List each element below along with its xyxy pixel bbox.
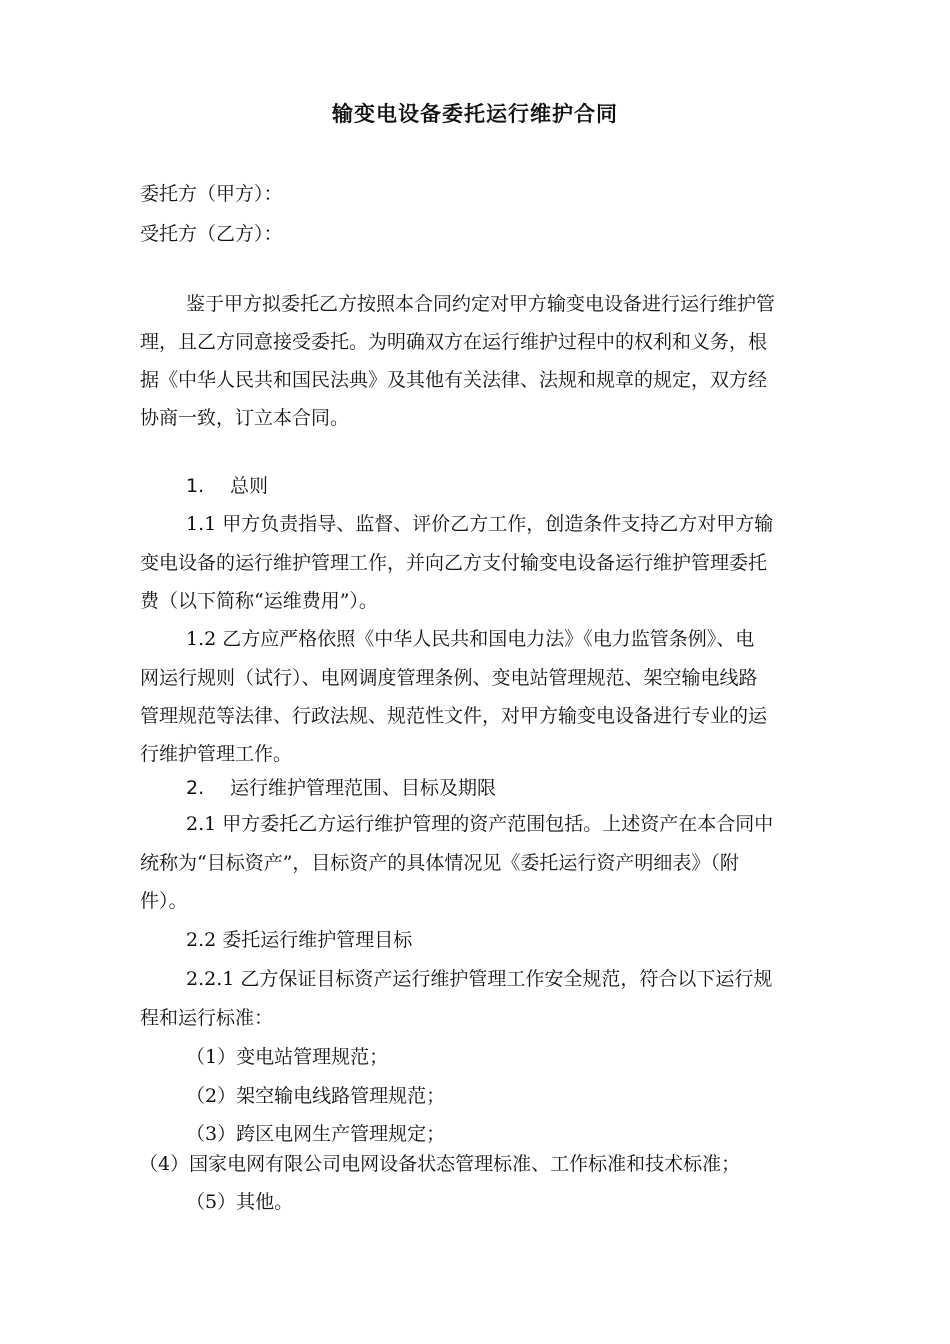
section-number: 1. — [186, 475, 205, 497]
section-title: 总则 — [230, 475, 269, 497]
party-b-label: 受托方（乙方）： — [140, 223, 283, 245]
clause-1-2-line: 网运行规则（试行）、电网调度管理条例、变电站管理规范、架空输电线路 — [140, 667, 758, 689]
section-2-heading — [186, 776, 496, 800]
preamble-line: 鉴于甲方拟委托乙方按照本合同约定对甲方输变电设备进行运行维护管 — [186, 293, 776, 315]
preamble-line: 理，且乙方同意接受委托。为明确双方在运行维护过程中的权利和义务，根 — [140, 331, 768, 353]
list-item: （2）架空输电线路管理规范； — [186, 1085, 446, 1107]
clause-2-2-heading: 2.2 委托运行维护管理目标 — [186, 929, 413, 951]
clause-1-1-line: 1.1 甲方负责指导、监督、评价乙方工作，创造条件支持乙方对甲方输 — [186, 513, 774, 535]
document-title: 输变电设备委托运行维护合同 — [332, 101, 618, 126]
section-1-heading — [186, 474, 268, 498]
preamble-line: 据《中华人民共和国民法典》及其他有关法律、法规和规章的规定，双方经 — [140, 369, 768, 391]
clause-2-1-line: 件）。 — [140, 890, 188, 912]
clause-1-1-line: 变电设备的运行维护管理工作，并向乙方支付输变电设备运行维护管理委托 — [140, 552, 768, 574]
list-item: （5）其他。 — [186, 1191, 294, 1213]
clause-1-2-line: 管理规范等法律、行政法规、规范性文件，对甲方输变电设备进行专业的运 — [140, 705, 768, 727]
list-item: （4）国家电网有限公司电网设备状态管理标准、工作标准和技术标准； — [139, 1153, 741, 1175]
list-item: （1）变电站管理规范； — [186, 1046, 389, 1068]
clause-1-2-line: 行维护管理工作。 — [140, 743, 293, 765]
list-item: （3）跨区电网生产管理规定； — [186, 1123, 446, 1145]
preamble-line: 协商一致，订立本合同。 — [140, 407, 350, 429]
clause-2-1-line: 2.1 甲方委托乙方运行维护管理的资产范围包括。上述资产在本合同中 — [186, 813, 774, 835]
party-a-label: 委托方（甲方）： — [140, 183, 283, 205]
clause-1-2-line: 1.2 乙方应严格依照《中华人民共和国电力法》《电力监管条例》、电 — [186, 628, 755, 650]
clause-2-2-1-line: 2.2.1 乙方保证目标资产运行维护管理工作安全规范，符合以下运行规 — [186, 968, 773, 990]
clause-2-2-1-line: 程和运行标准： — [140, 1007, 274, 1029]
clause-2-1-line: 统称为“目标资产”，目标资产的具体情况见《委托运行资产明细表》（附 — [140, 852, 739, 874]
section-number: 2. — [186, 777, 205, 799]
section-title: 运行维护管理范围、目标及期限 — [230, 777, 497, 799]
clause-1-1-line: 费（以下简称“运维费用”）。 — [140, 590, 378, 612]
